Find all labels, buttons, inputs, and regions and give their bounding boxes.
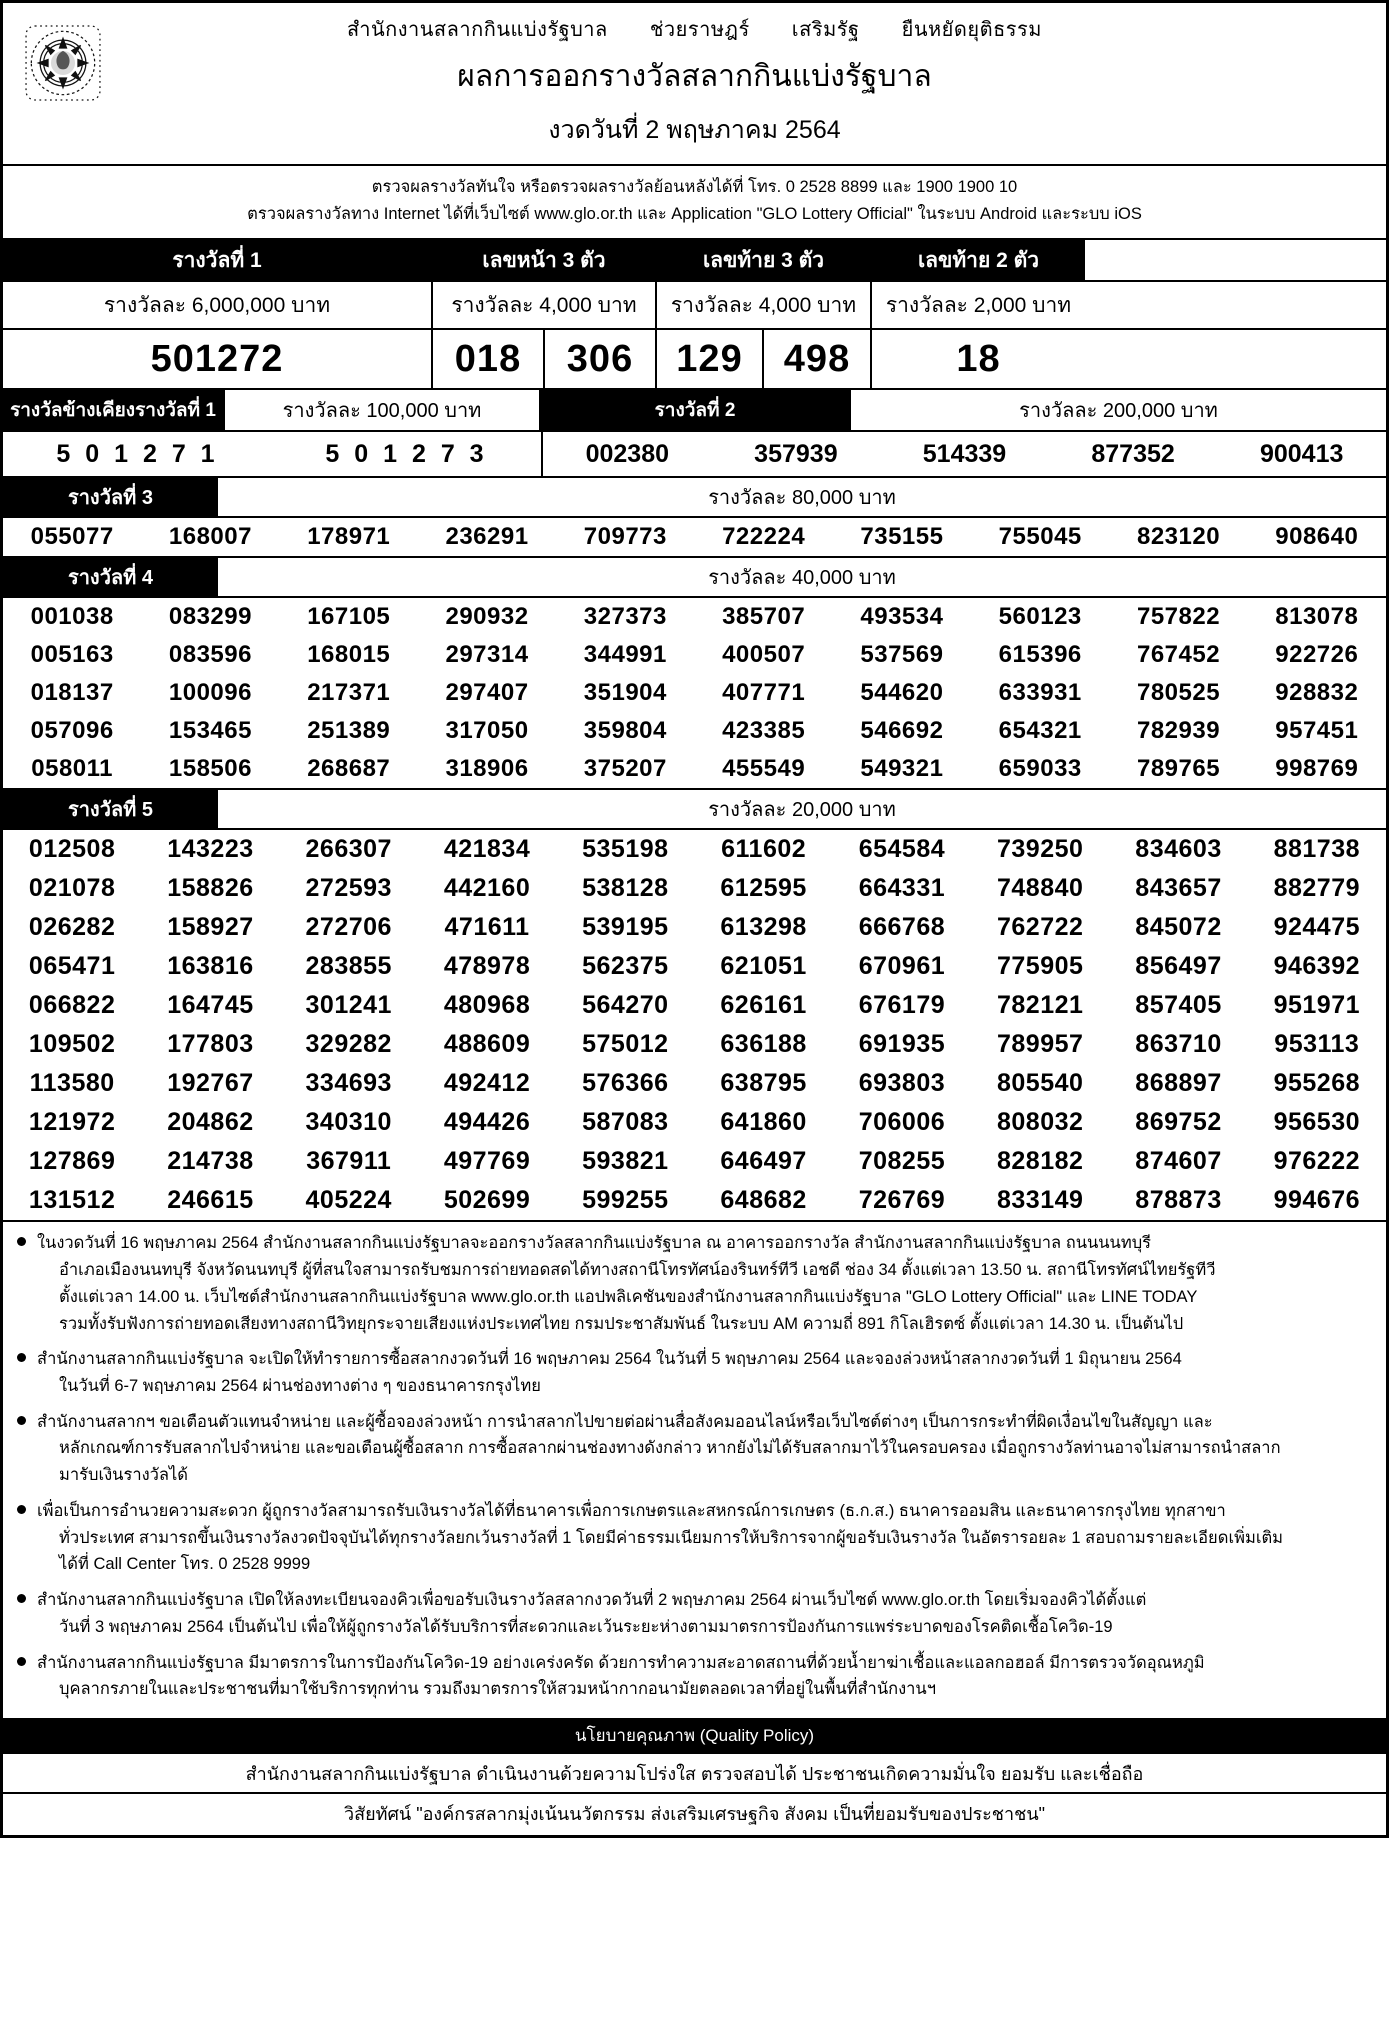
prize-number: 109502: [28, 1030, 116, 1059]
prize-row: [3, 1064, 1386, 1103]
prize-number: 676179: [858, 991, 946, 1020]
prize-number: 375207: [583, 755, 667, 783]
prize-number: 153465: [168, 717, 252, 745]
note-line: ได้ที่ Call Center โทร. 0 2528 9999: [59, 1555, 311, 1574]
prize-number: 805540: [997, 1069, 1084, 1098]
prize-number: 480968: [443, 991, 531, 1020]
prize-number: 217371: [307, 679, 391, 707]
prize-number: 493534: [860, 603, 944, 631]
garuda-emblem-icon: [3, 13, 123, 107]
prize-row: [3, 986, 1386, 1025]
prize-number: 001038: [30, 603, 114, 631]
label-front-3: เลขหน้า 3 ตัว: [433, 240, 657, 280]
prize-number: 340310: [305, 1108, 392, 1137]
second-prize-number: 900413: [1259, 440, 1344, 469]
prize-row: [3, 1025, 1386, 1064]
prize-number: 782121: [997, 991, 1084, 1020]
prize-number: 874607: [1135, 1147, 1222, 1176]
prize-number: 535198: [582, 835, 669, 864]
prize-number: 908640: [1275, 523, 1359, 551]
prize-row: [3, 947, 1386, 986]
prize-number: 828182: [997, 1147, 1084, 1176]
prize-number: 757822: [1136, 603, 1221, 631]
note-line: มารับเงินรางวัลได้: [59, 1466, 189, 1485]
prize-number: 168015: [307, 641, 391, 669]
prize-number: 666768: [858, 913, 946, 942]
prize-number: 762722: [997, 913, 1084, 942]
prize-number: 121972: [28, 1108, 116, 1137]
note-text: [33, 1587, 1372, 1640]
prize-number: 953113: [1274, 1030, 1360, 1059]
prize-number: 065471: [28, 952, 116, 981]
prize-number: 957451: [1275, 717, 1359, 745]
prize-number: 301241: [305, 991, 392, 1020]
prize-number: 083299: [168, 603, 252, 631]
prize-number: 693803: [858, 1069, 946, 1098]
side-and-second-prize-labels: [3, 388, 1386, 430]
prize-number: 956530: [1273, 1108, 1361, 1137]
quality-policy-text: สำนักงานสลากกินแบ่งรัฐบาล ดำเนินงานด้วยความโปร่งใส ตรวจสอบได้ ประชาชนเกิดความมั่นใจ ยอมรับ และเชื่อถือ: [3, 1754, 1386, 1794]
amount-back-2: รางวัลละ 2,000 บาท: [885, 293, 1072, 317]
third-prize-grid: [3, 516, 1386, 556]
prize-number: 131512: [28, 1186, 116, 1215]
prize-number: 177803: [167, 1030, 254, 1059]
bullet-icon: [17, 1587, 33, 1640]
prize-number: 709773: [583, 523, 667, 551]
prize-number: 502699: [443, 1186, 531, 1215]
amount-second-prize: รางวัลละ 200,000 บาท: [1019, 400, 1218, 423]
note-item: [17, 1587, 1372, 1640]
prize-number: 612595: [720, 874, 807, 903]
prize-number: 327373: [583, 603, 667, 631]
draw-date: งวดวันที่ 2 พฤษภาคม 2564: [548, 116, 841, 144]
bullet-icon: [17, 1409, 33, 1489]
prize-number: 497769: [443, 1147, 531, 1176]
prize-number: 329282: [305, 1030, 392, 1059]
prize-number: 192767: [167, 1069, 254, 1098]
prize-number: 994676: [1273, 1186, 1361, 1215]
second-prize-numbers: [541, 432, 1386, 476]
prize-number: 834603: [1135, 835, 1222, 864]
prize-number: 775905: [997, 952, 1084, 981]
fourth-prize-grid: [3, 596, 1386, 788]
prize-number: 083596: [168, 641, 252, 669]
amount-fifth-prize: รางวัลละ 20,000 บาท: [708, 799, 896, 822]
note-item: [17, 1230, 1372, 1337]
prize-number: 664331: [858, 874, 946, 903]
front-3-number-1: 018: [433, 330, 545, 388]
motto-3: ยืนหยัดยุติธรรม: [901, 19, 1042, 41]
bullet-icon: [17, 1498, 33, 1578]
prize-number: 167105: [307, 603, 391, 631]
prize-number: 878873: [1135, 1186, 1222, 1215]
prize-number: 599255: [582, 1186, 669, 1215]
prize-number: 021078: [28, 874, 116, 903]
prize-number: 726769: [858, 1186, 946, 1215]
prize-number: 204862: [167, 1108, 254, 1137]
contact-web-line: ตรวจผลรางวัลทาง Internet ได้ที่เว็บไซต์ www.glo.or.th และ Application "GLO Lottery Official" ในระบบ Android และระบบ iOS: [247, 205, 1142, 224]
second-prize-number: 877352: [1091, 440, 1175, 469]
fifth-prize-grid: [3, 828, 1386, 1220]
prize-number: 055077: [30, 523, 114, 551]
prize-number: 297407: [445, 679, 529, 707]
prize-number: 638795: [720, 1069, 807, 1098]
announcement-notes: [3, 1220, 1386, 1718]
prize-number: 869752: [1135, 1108, 1222, 1137]
note-line: สำนักงานสลากฯ ขอเตือนตัวแทนจำหน่าย และผู้ซื้อจองล่วงหน้า การนำสลากไปขายต่อผ่านสื่อสังคมออนไลน์หรือเว็บไซต์ต่างๆ เป็นการกระทำที่ผิดเงื่อนไขในสัญญา และ: [37, 1412, 1213, 1431]
prize-number: 492412: [443, 1069, 531, 1098]
prize-number: 833149: [997, 1186, 1084, 1215]
prize-number: 856497: [1135, 952, 1222, 981]
prize-number: 654584: [858, 835, 946, 864]
org-name: สำนักงานสลากกินแบ่งรัฐบาล: [347, 19, 608, 41]
note-text: [33, 1498, 1372, 1578]
note-line: บุคลากรภายในและประชาชนที่มาใช้บริการทุกท่าน รวมถึงมาตรการให้สวมหน้ากากอนามัยตลอดเวลาที่อยู่ในพื้นที่สำนักงานฯ: [59, 1680, 936, 1699]
prize-number: 549321: [860, 755, 944, 783]
amount-first-prize: รางวัลละ 6,000,000 บาท: [3, 282, 433, 328]
prize-number: 621051: [720, 952, 807, 981]
label-back-2: เลขท้าย 2 ตัว: [872, 240, 1085, 280]
prize-number: 998769: [1275, 755, 1359, 783]
note-line: เพื่อเป็นการอำนวยความสะดวก ผู้ถูกรางวัลสามารถรับเงินรางวัลได้ที่ธนาคารเพื่อการเกษตรและสหกรณ์การเกษตร (ธ.ก.ส.) ธนาคารออมสิน และธนาคารกรุงไทย ทุกสาขา: [37, 1501, 1226, 1520]
label-fifth-prize: รางวัลที่ 5: [3, 790, 218, 828]
prize-number: 539195: [582, 913, 669, 942]
prize-number: 789957: [997, 1030, 1084, 1059]
page-title: ผลการออกรางวัลสลากกินแบ่งรัฐบาล: [457, 60, 932, 93]
prize-number: 385707: [722, 603, 806, 631]
prize-number: 158826: [167, 874, 254, 903]
prize-number: 421834: [443, 835, 531, 864]
prize-number: 646497: [720, 1147, 807, 1176]
prize-number: 266307: [305, 835, 392, 864]
top-prize-amounts-row: [3, 280, 1386, 328]
note-line: สำนักงานสลากกินแบ่งรัฐบาล จะเปิดให้ทำรายการซื้อสลากงวดวันที่ 16 พฤษภาคม 2564 ในวันที่ 5 พฤษภาคม 2564 และจองล่วงหน้าสลากงวดวันที่ 1 มิถุนายน 2564: [37, 1350, 1182, 1369]
prize-number: 359804: [583, 717, 667, 745]
motto-2: เสริมรัฐ: [791, 19, 860, 41]
prize-row: [3, 908, 1386, 947]
bullet-icon: [17, 1230, 33, 1337]
note-line: สำนักงานสลากกินแบ่งรัฐบาล มีมาตรการในการป้องกันโควิด-19 อย่างเคร่งครัด ด้วยการทำความสะอาดสถานที่ด้วยน้ำยาฆ่าเชื้อและแอลกอฮอล์ มีการตรวจวัดอุณหภูมิ: [37, 1653, 1205, 1672]
bullet-icon: [17, 1650, 33, 1703]
prize-number: 976222: [1273, 1147, 1361, 1176]
prize-number: 318906: [445, 755, 529, 783]
prize-number: 018137: [30, 679, 114, 707]
prize-row: [3, 518, 1386, 556]
second-prize-number: 002380: [585, 440, 670, 469]
prize-number: 334693: [305, 1069, 392, 1098]
prize-number: 722224: [722, 523, 806, 551]
prize-number: 026282: [28, 913, 116, 942]
back-3-number-2: 498: [764, 330, 872, 388]
prize-number: 843657: [1135, 874, 1222, 903]
back-2-number: 18: [956, 337, 1001, 380]
label-fourth-prize: รางวัลที่ 4: [3, 558, 218, 596]
prize-number: 706006: [858, 1108, 946, 1137]
label-second-prize: รางวัลที่ 2: [541, 390, 851, 430]
header-text-block: [123, 13, 1386, 154]
prize-number: 158927: [167, 913, 254, 942]
label-third-prize: รางวัลที่ 3: [3, 478, 218, 516]
prize-number: 546692: [860, 717, 944, 745]
quality-policy-title: นโยบายคุณภาพ (Quality Policy): [3, 1718, 1386, 1754]
prize-number: 633931: [998, 679, 1082, 707]
prize-number: 100096: [168, 679, 252, 707]
prize-number: 767452: [1136, 641, 1221, 669]
contact-info: [3, 166, 1386, 238]
contact-phone-line: ตรวจผลรางวัลทันใจ หรือตรวจผลรางวัลย้อนหลังได้ที่ โทร. 0 2528 8899 และ 1900 1900 10: [371, 178, 1018, 196]
prize-row: [3, 712, 1386, 750]
prize-number: 236291: [445, 523, 529, 551]
prize-number: 407771: [722, 679, 806, 707]
note-text: [33, 1230, 1372, 1337]
prize-row: [3, 1181, 1386, 1220]
prize-row: [3, 750, 1386, 788]
prize-number: 423385: [722, 717, 806, 745]
motto-1: ช่วยราษฎร์: [649, 19, 750, 41]
document-header: [3, 3, 1386, 160]
note-line: สำนักงานสลากกินแบ่งรัฐบาล เปิดให้ลงทะเบียนจองคิวเพื่อขอรับเงินรางวัลสลากงวดวันที่ 2 พฤษภาคม 2564 ผ่านเว็บไซต์ www.glo.or.th โดยเริ่มจองคิวได้ตั้งแต่: [37, 1591, 1147, 1610]
amount-fourth-prize: รางวัลละ 40,000 บาท: [708, 567, 896, 590]
prize-row: [3, 1142, 1386, 1181]
prize-number: 868897: [1135, 1069, 1222, 1098]
prize-number: 575012: [582, 1030, 669, 1059]
note-item: [17, 1650, 1372, 1703]
fifth-prize-header: [3, 788, 1386, 828]
prize-number: 613298: [720, 913, 807, 942]
prize-number: 494426: [443, 1108, 531, 1137]
note-line: ทั่วประเทศ สามารถขึ้นเงินรางวัลงวดปัจจุบันได้ทุกรางวัลยกเว้นรางวัลที่ 1 โดยมีค่าธรรมเนียมการให้บริการจากผู้ขอรับเงินรางวัล ในอัตรารอยละ 1 สอบถามรายละเอียดเพิ่มเติม: [59, 1528, 1284, 1547]
prize-number: 845072: [1135, 913, 1222, 942]
prize-number: 615396: [998, 641, 1082, 669]
prize-number: 317050: [445, 717, 529, 745]
prize-number: 857405: [1135, 991, 1222, 1020]
prize-number: 143223: [167, 835, 254, 864]
prize-number: 344991: [583, 641, 667, 669]
second-prize-number: 357939: [754, 440, 838, 469]
prize-number: 214738: [167, 1147, 254, 1176]
note-text: [33, 1409, 1372, 1489]
side-prize-number: 5 0 1 2 7 3: [325, 440, 488, 469]
prize-number: 951971: [1273, 991, 1361, 1020]
prize-number: 297314: [445, 641, 529, 669]
prize-number: 251389: [307, 717, 391, 745]
prize-number: 290932: [445, 603, 529, 631]
first-prize-number: 501272: [3, 330, 433, 388]
prize-number: 164745: [167, 991, 254, 1020]
amount-back-3: รางวัลละ 4,000 บาท: [657, 282, 872, 328]
prize-number: 928832: [1275, 679, 1359, 707]
prize-number: 739250: [997, 835, 1084, 864]
prize-number: 400507: [722, 641, 806, 669]
prize-row: [3, 1103, 1386, 1142]
prize-row: [3, 830, 1386, 869]
prize-number: 823120: [1136, 523, 1221, 551]
prize-number: 442160: [443, 874, 531, 903]
label-first-prize: รางวัลที่ 1: [3, 240, 433, 280]
prize-number: 924475: [1273, 913, 1361, 942]
prize-number: 946392: [1273, 952, 1361, 981]
prize-number: 283855: [305, 952, 392, 981]
prize-number: 587083: [582, 1108, 669, 1137]
prize-number: 576366: [582, 1069, 669, 1098]
prize-number: 780525: [1136, 679, 1221, 707]
prize-number: 168007: [168, 523, 252, 551]
prize-number: 268687: [307, 755, 391, 783]
note-item: [17, 1409, 1372, 1489]
prize-number: 626161: [720, 991, 807, 1020]
amount-third-prize: รางวัลละ 80,000 บาท: [708, 487, 896, 510]
prize-number: 455549: [722, 755, 806, 783]
prize-row: [3, 674, 1386, 712]
prize-number: 538128: [582, 874, 669, 903]
prize-number: 478978: [443, 952, 531, 981]
prize-row: [3, 636, 1386, 674]
fourth-prize-header: [3, 556, 1386, 596]
prize-number: 735155: [860, 523, 944, 551]
front-3-number-2: 306: [545, 330, 657, 388]
prize-number: 058011: [31, 755, 114, 783]
prize-number: 272593: [305, 874, 392, 903]
amount-front-3: รางวัลละ 4,000 บาท: [433, 282, 657, 328]
prize-number: 648682: [720, 1186, 807, 1215]
prize-number: 863710: [1135, 1030, 1222, 1059]
prize-number: 537569: [860, 641, 944, 669]
prize-number: 367911: [306, 1147, 392, 1176]
side-prize-numbers: [3, 432, 541, 476]
prize-number: 755045: [998, 523, 1082, 551]
prize-number: 488609: [443, 1030, 531, 1059]
top-prize-labels-row: [3, 238, 1386, 280]
note-line: ตั้งแต่เวลา 14.00 น. เว็บไซต์สำนักงานสลากกินแบ่งรัฐบาล www.glo.or.th แอปพลิเคชันของสำนักงานสลากกินแบ่งรัฐบาล "GLO Lottery Official" และ LINE TODAY: [59, 1287, 1198, 1306]
note-text: [33, 1650, 1372, 1703]
label-back-3: เลขท้าย 3 ตัว: [657, 240, 872, 280]
prize-number: 057096: [30, 717, 114, 745]
prize-number: 272706: [305, 913, 392, 942]
second-prize-number: 514339: [922, 440, 1007, 469]
prize-number: 782939: [1136, 717, 1221, 745]
prize-number: 163816: [167, 952, 254, 981]
bullet-icon: [17, 1346, 33, 1399]
prize-number: 708255: [858, 1147, 946, 1176]
prize-number: 882779: [1273, 874, 1361, 903]
amount-side-prize: รางวัลละ 100,000 บาท: [225, 390, 541, 430]
prize-row: [3, 869, 1386, 908]
org-motto-line: [123, 13, 1266, 45]
prize-number: 005163: [30, 641, 114, 669]
note-line: หลักเกณฑ์การรับสลากไปจำหน่าย และขอเตือนผู้ซื้อสลาก การซื้อสลากผ่านช่องทางดังกล่าว หากยังไม่ได้รับสลากมาไว้ในครอบครอง เมื่อถูกรางวัลท่านอาจไม่สามารถนำสลาก: [59, 1439, 1281, 1458]
note-line: ในวันที่ 6-7 พฤษภาคม 2564 ผ่านช่องทางต่าง ๆ ของธนาคารกรุงไทย: [59, 1377, 541, 1396]
vision-text: วิสัยทัศน์ "องค์กรสลากมุ่งเน้นนวัตกรรม ส่งเสริมเศรษฐกิจ สังคม เป็นที่ยอมรับของประชาชน": [343, 1803, 1046, 1824]
side-and-second-prize-numbers: [3, 430, 1386, 476]
prize-number: 789765: [1136, 755, 1221, 783]
prize-number: 813078: [1275, 603, 1359, 631]
prize-number: 113580: [29, 1069, 115, 1098]
label-side-prize: รางวัลข้างเคียงรางวัลที่ 1: [3, 390, 225, 430]
prize-number: 691935: [858, 1030, 946, 1059]
prize-number: 654321: [998, 717, 1082, 745]
prize-number: 881738: [1273, 835, 1361, 864]
prize-row: [3, 598, 1386, 636]
prize-number: 158506: [168, 755, 252, 783]
note-line: วันที่ 3 พฤษภาคม 2564 เป็นต้นไป เพื่อให้ผู้ถูกรางวัลได้รับบริการที่สะดวกและเว้นระยะห่างตามมาตรการป้องกันการแพร่ระบาดของโรคติดเชื้อโควิด-19: [59, 1617, 1113, 1636]
prize-number: 351904: [583, 679, 667, 707]
prize-number: 611602: [721, 835, 807, 864]
note-item: [17, 1498, 1372, 1578]
note-line: อำเภอเมืองนนทบุรี จังหวัดนนทบุรี ผู้ที่สนใจสามารถรับชมการถ่ายทอดสดได้ทางสถานีโทรทัศน์องรินทร์ทีวี เอชดี ช่อง 34 ตั้งแต่เวลา 13.50 น. สถานีโทรทัศน์ไทยรัฐทีวี: [59, 1261, 1216, 1280]
prize-number: 748840: [997, 874, 1084, 903]
prize-number: 560123: [998, 603, 1082, 631]
prize-number: 593821: [582, 1147, 669, 1176]
third-prize-header: [3, 476, 1386, 516]
note-line: ในงวดวันที่ 16 พฤษภาคม 2564 สำนักงานสลากกินแบ่งรัฐบาลจะออกรางวัลสลากกินแบ่งรัฐบาล ณ อาคารออกรางวัล สำนักงานสลากกินแบ่งรัฐบาล ถนนนนทบุรี: [37, 1234, 1152, 1253]
prize-number: 659033: [998, 755, 1082, 783]
prize-number: 955268: [1273, 1069, 1361, 1098]
back-3-number-1: 129: [657, 330, 764, 388]
prize-number: 636188: [720, 1030, 807, 1059]
prize-number: 641860: [720, 1108, 807, 1137]
prize-number: 246615: [167, 1186, 254, 1215]
prize-number: 178971: [307, 523, 391, 551]
top-prize-numbers-row: [3, 328, 1386, 388]
prize-number: 066822: [28, 991, 116, 1020]
prize-number: 670961: [858, 952, 946, 981]
prize-number: 012508: [28, 835, 116, 864]
note-item: [17, 1346, 1372, 1399]
note-line: รวมทั้งรับฟังการถ่ายทอดเสียงทางสถานีวิทยุกระจายเสียงแห่งประเทศไทย กรมประชาสัมพันธ์ ในระบบ AM ความถี่ 891 กิโลเฮิรตซ์ ตั้งแต่เวลา 14.30 น. เป็นต้นไป: [59, 1314, 1184, 1333]
prize-number: 564270: [582, 991, 669, 1020]
note-text: [33, 1346, 1372, 1399]
prize-number: 922726: [1275, 641, 1359, 669]
prize-number: 808032: [997, 1108, 1084, 1137]
prize-number: 544620: [860, 679, 944, 707]
side-prize-number: 5 0 1 2 7 1: [56, 440, 219, 469]
prize-number: 562375: [582, 952, 669, 981]
prize-number: 405224: [305, 1186, 392, 1215]
prize-number: 471611: [444, 913, 530, 942]
prize-number: 127869: [28, 1147, 116, 1176]
